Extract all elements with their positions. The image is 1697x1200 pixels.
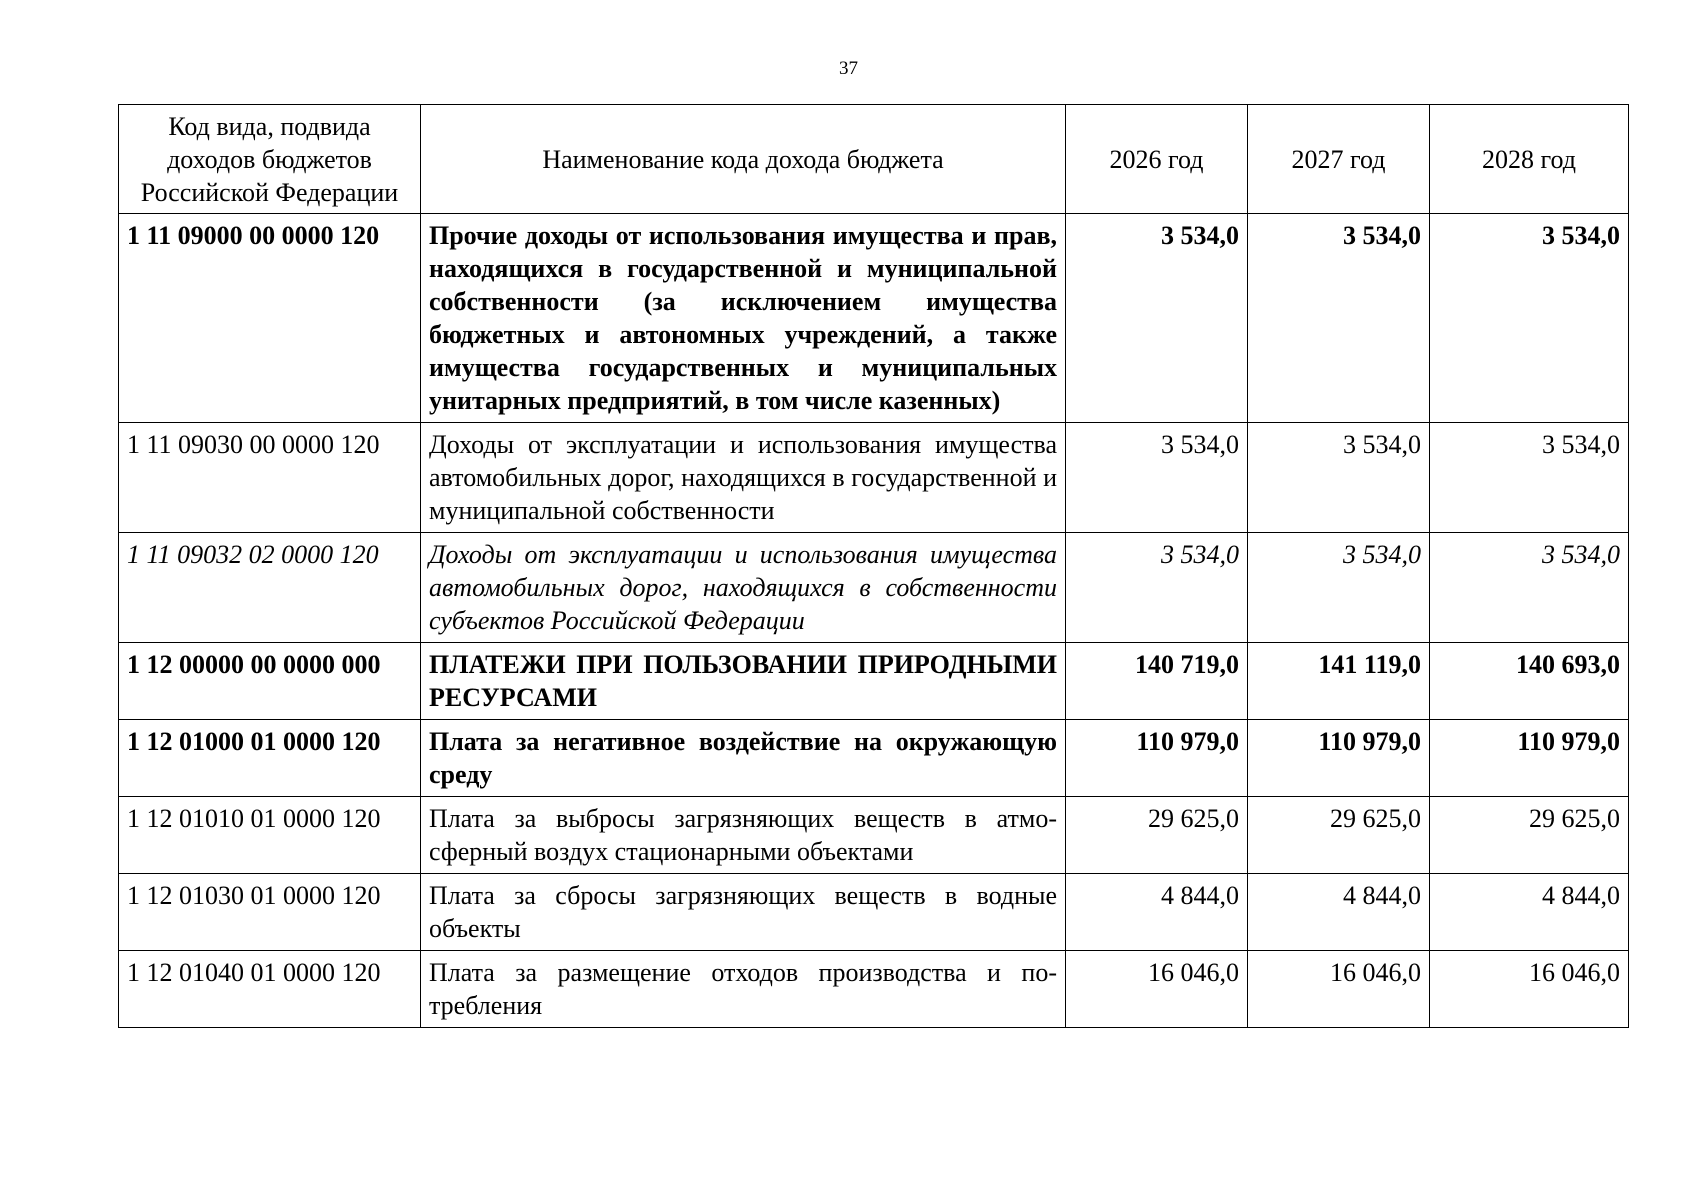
- row-name: [421, 533, 1066, 643]
- row-code: 1 12 01010 01 0000 120: [119, 797, 421, 874]
- row-name: [421, 720, 1066, 797]
- row-name-text: Плата за сбросы загрязняющих веществ в водные объекты: [429, 881, 1057, 943]
- row-value-2026: 140 719,0: [1066, 643, 1248, 720]
- row-value-2028: 140 693,0: [1430, 643, 1629, 720]
- table-row: [119, 423, 1629, 533]
- row-value-2026: 29 625,0: [1066, 797, 1248, 874]
- row-value-2026: 3 534,0: [1066, 214, 1248, 423]
- table-row: [119, 643, 1629, 720]
- table-header-row: [119, 105, 1629, 214]
- table-row: [119, 214, 1629, 423]
- row-code: 1 12 01040 01 0000 120: [119, 951, 421, 1028]
- row-name-text: Плата за размещение отходов производства и потребления: [429, 958, 1057, 1020]
- table-row: [119, 874, 1629, 951]
- row-value-2028: 29 625,0: [1430, 797, 1629, 874]
- row-name: [421, 423, 1066, 533]
- row-code: 1 12 01030 01 0000 120: [119, 874, 421, 951]
- row-code: 1 12 01000 01 0000 120: [119, 720, 421, 797]
- row-name-text: Доходы от эксплуатации и использования имущества автомобильных дорог, находящихся в собственности субъектов Российской Федерации: [429, 540, 1057, 635]
- row-value-2028: 16 046,0: [1430, 951, 1629, 1028]
- revenue-table: [118, 104, 1629, 1028]
- row-value-2027: 3 534,0: [1248, 533, 1430, 643]
- row-name-text: Плата за негативное воздействие на окружающую среду: [429, 727, 1057, 789]
- row-value-2026: 3 534,0: [1066, 423, 1248, 533]
- row-code: 1 11 09032 02 0000 120: [119, 533, 421, 643]
- row-name-text: Плата за выбросы загрязняющих веществ в атмосферный воздух стационарными объектами: [429, 804, 1057, 866]
- row-name: [421, 214, 1066, 423]
- table-row: [119, 720, 1629, 797]
- row-name-text: ПЛАТЕЖИ ПРИ ПОЛЬЗОВАНИИ ПРИРОДНЫМИ РЕСУРСАМИ: [429, 650, 1057, 712]
- row-code: 1 11 09000 00 0000 120: [119, 214, 421, 423]
- header-year-2028: 2028 год: [1430, 105, 1629, 214]
- header-name: Наименование кода дохода бюджета: [421, 105, 1066, 214]
- row-value-2027: 110 979,0: [1248, 720, 1430, 797]
- page-number: 37: [839, 58, 858, 79]
- row-name-text: Доходы от эксплуатации и использования имущества автомобильных дорог, находящихся в государственной и муниципальной собственности: [429, 430, 1057, 525]
- row-name: [421, 643, 1066, 720]
- row-value-2027: 3 534,0: [1248, 423, 1430, 533]
- header-year-2026: 2026 год: [1066, 105, 1248, 214]
- header-year-2027: 2027 год: [1248, 105, 1430, 214]
- row-code: 1 11 09030 00 0000 120: [119, 423, 421, 533]
- row-code: 1 12 00000 00 0000 000: [119, 643, 421, 720]
- row-value-2027: 29 625,0: [1248, 797, 1430, 874]
- row-value-2026: 110 979,0: [1066, 720, 1248, 797]
- row-name: [421, 874, 1066, 951]
- row-value-2027: 16 046,0: [1248, 951, 1430, 1028]
- row-value-2027: 4 844,0: [1248, 874, 1430, 951]
- row-value-2026: 16 046,0: [1066, 951, 1248, 1028]
- row-value-2026: 3 534,0: [1066, 533, 1248, 643]
- table-row: [119, 951, 1629, 1028]
- row-value-2028: 3 534,0: [1430, 423, 1629, 533]
- row-name-text: Прочие доходы от использования имущества и прав, находящихся в государственной и муниципальной собственности (за исключением имущества бюджетных и автономных учреждений, а также имущества государственных и муниципальных унитарных предприятий, в том числе казенных): [429, 221, 1057, 415]
- row-name: [421, 951, 1066, 1028]
- table-row: [119, 533, 1629, 643]
- row-value-2028: 110 979,0: [1430, 720, 1629, 797]
- row-value-2028: 3 534,0: [1430, 533, 1629, 643]
- table-row: [119, 797, 1629, 874]
- row-value-2027: 3 534,0: [1248, 214, 1430, 423]
- row-value-2028: 3 534,0: [1430, 214, 1629, 423]
- row-value-2028: 4 844,0: [1430, 874, 1629, 951]
- row-name: [421, 797, 1066, 874]
- row-value-2027: 141 119,0: [1248, 643, 1430, 720]
- row-value-2026: 4 844,0: [1066, 874, 1248, 951]
- header-code: Код вида, подвида доходов бюджетов Российской Федерации: [119, 105, 421, 214]
